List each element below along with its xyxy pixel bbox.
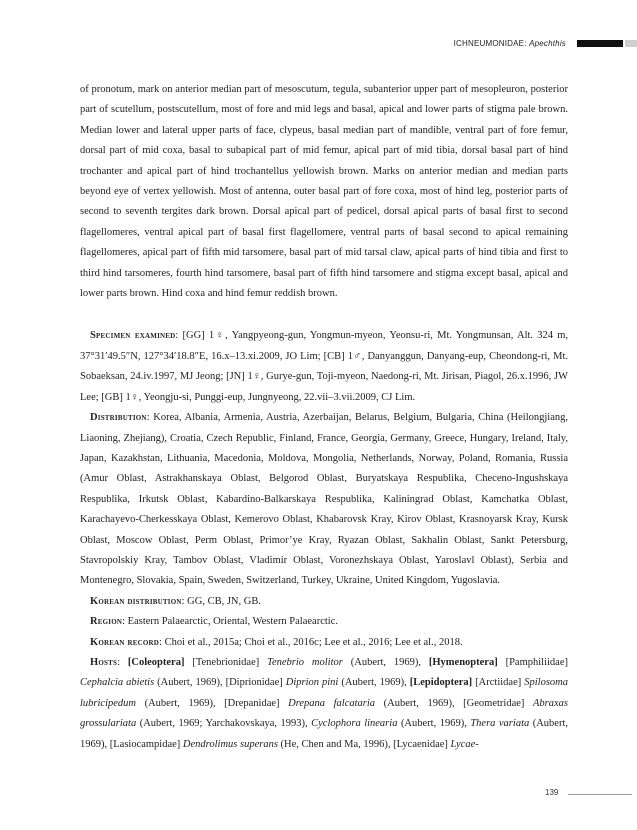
host-text-run: (Aubert, 1969), [397, 718, 471, 730]
host-text-run: [Pamphiliidae] [497, 656, 568, 668]
korean-record-text: Choi et al., 2015a; Choi et al., 2016c; Lee et al., 2016; Lee et al., 2018. [164, 636, 463, 648]
region-text: Eastern Palaearctic, Oriental, Western Palaearctic. [127, 616, 338, 628]
distribution-text: Korea, Albania, Armenia, Austria, Azerbaijan, Belarus, Belgium, Bulgaria, China (Heilongjiang, Liaoning, Zhejiang), Croatia, Czech Republic, Finland, France, Georgia, Germany, Greece, Hungary, Ireland, Italy, Japan, Kazakhstan, Lithuania, Macedonia, Moldova, Mongolia, Netherlands, Norway, Poland, Romania, Russia (Amur Oblast, Astrakhanskaya Oblast, Belgorod Oblast, Buryatskaya Respublika, Checeno-Ingushskaya Respublika, Irkutsk Oblast, Kabardino-Balkarskaya Respublika, Kaliningrad Oblast, Kamchatka Oblast, Karachayevo-Cherkesskaya Oblast, Kemerovo Oblast, Khabarovsk Kray, Kirov Oblast, Krasnoyarsk Kray, Kursk Oblast, Moscow Oblast, Perm Oblast, Primor’ye Kray, Ryazan Oblast, Sakhalin Oblast, Sankt Petersburg, Stavropolskiy Kray, Tambov Oblast, Vladimir Oblast, Voronezhskaya Oblast, Yaroslavl Oblast), Serbia and Montenegro, Slovakia, Spain, Sweden, Switzerland, Turkey, Ukraine, United Kingdom, Yugoslavia. [80, 412, 568, 587]
host-species-name: Diprion pini [285, 677, 339, 689]
korean-distribution-text: GG, CB, JN, GB. [187, 595, 261, 607]
host-order-name: [Lepidoptera] [409, 677, 473, 689]
host-species-name: Abraxas grossulariata [80, 697, 568, 730]
region-label: Region [90, 616, 123, 628]
region-paragraph: Region: Eastern Palaearctic, Oriental, Western Palaearctic. [90, 616, 338, 628]
specimen-text: [GG] 1♀, Yangpyeong-gun, Yongmun-myeon, Yeonsu-ri, Mt. Yongmunsan, Alt. 324 m, 37°31′49.5″N, 127°34′18.8″E, 16.x–13.xi.2009, JO Lim; [CB] 1♂, Danyanggun, Danyang-eup, Cheondong-ri, Mt. Sobaeksan, 24.iv.1997, MJ Jeong; [JN] 1♀, Gurye-gun, Toji-myeon, Naedong-ri, Mt. Jirisan, Piagol, 26.x.1996, JW Lee; [GB] 1♀, Yeongju-si, Punggi-eup, Jungnyeong, 22.vii–3.vii.2009, CJ Lim. [80, 330, 568, 403]
specimen-paragraph: Specimen examined: [GG] 1♀, Yangpyeong-gun, Yongmun-myeon, Yeonsu-ri, Mt. Yongmunsan, Alt. 324 m, 37°31′49.5″N, 127°34′18.8″E, 16.x–13.xi.2009, JO Lim; [CB] 1♂, Danyanggun, Danyang-eup, Cheondong-ri, Mt. Sobaeksan, 24.iv.1997, MJ Jeong; [JN] 1♀, Gurye-gun, Toji-myeon, Naedong-ri, Mt. Jirisan, Piagol, 26.x.1996, JW Lee; [GB] 1♀, Yeongju-si, Punggi-eup, Jungnyeong, 22.vii–3.vii.2009, CJ Lim. [80, 330, 568, 403]
host-species-name: Thera variata [470, 718, 530, 730]
host-order-name: [Coleoptera] [127, 656, 185, 668]
page-number: 139 [545, 788, 559, 797]
host-text-run: (Aubert, 1969), [Drepanidae] [136, 697, 289, 709]
host-text-run: (Aubert, 1969), [338, 677, 410, 689]
host-text-run: (Aubert, 1969), [Lasiocampidae] [80, 718, 569, 750]
host-text-run: (Aubert, 1969; Yarchakovskaya, 1993), [136, 718, 312, 730]
body-text [80, 80, 568, 755]
host-species-name: Cyclophora linearia [311, 718, 398, 730]
running-header-text [454, 39, 566, 48]
host-species-name: Lycae- [450, 738, 479, 750]
host-species-name: Cephalcia abietis [80, 677, 155, 689]
specimen-label: Specimen examined [90, 330, 176, 342]
host-species-name: Dendrolimus superans [182, 738, 278, 750]
host-text-run [120, 657, 128, 668]
host-order-name: [Hymenoptera] [428, 656, 498, 668]
host-species-name: Drepana falcataria [288, 697, 376, 709]
host-text-run: (Aubert, 1969), [Geometridae] [375, 697, 533, 709]
korean-record-label: Korean record [90, 636, 160, 648]
description-paragraph: of pronotum, mark on anterior median part of mesoscutum, tegula, subanterior upper part of mesopleuron, posterior part of scutellum, postscutellum, most of fore and mid legs and basal, apical and lower parts of stigma pale brown. Median lower and lateral upper parts of face, clypeus, basal median part of mandible, ventral part of fore femur, dorsal part of mid coxa, basal to subapical part of mid femur, apical part of mid tibia, dorsal basal part of hind trochanter and apical part of hind trochantellus yellowish brown. Marks on anterior median and median parts beyond eye of vertex yellowish. Most of antenna, outer basal part of fore coxa, most of hind leg, posterior parts of second to seventh tergites dark brown. Dorsal apical part of pedicel, dorsal apical parts of basal first to second flagellomeres, ventral apical part of basal first flagellomere, ventral parts of basal second to apical remaining flagellomeres, apical part of fifth mid tarsomere, basal part of mid tarsal claw, apical parts of hind tibia and first to third hind tarsomeres, fourth hind tarsomere, basal part of fifth hind tarsomere and stigma except basal, apical and lower parts brown. Hind coxa and hind femur reddish brown. [80, 84, 568, 300]
page-footer [0, 788, 637, 800]
footer-rule [568, 794, 632, 795]
host-text-run: [Tenebrionidae] [184, 656, 268, 668]
distribution-label: Distribution [90, 412, 147, 424]
distribution-paragraph: Distribution: Korea, Albania, Armenia, Austria, Azerbaijan, Belarus, Belgium, Bulgaria, China (Heilongjiang, Liaoning, Zhejiang), Croatia, Czech Republic, Finland, France, Georgia, Germany, Greece, Hungary, Ireland, Italy, Japan, Kazakhstan, Lithuania, Macedonia, Moldova, Mongolia, Netherlands, Norway, Poland, Romania, Russia (Amur Oblast, Astrakhanskaya Oblast, Belgorod Oblast, Buryatskaya Respublika, Checeno-Ingushskaya Respublika, Irkutsk Oblast, Kabardino-Balkarskaya Respublika, Kaliningrad Oblast, Kamchatka Oblast, Karachayevo-Cherkesskaya Oblast, Kemerovo Oblast, Khabarovsk Kray, Kirov Oblast, Krasnoyarsk Kray, Kursk Oblast, Moscow Oblast, Perm Oblast, Primor’ye Kray, Ryazan Oblast, Sakhalin Oblast, Sankt Petersburg, Stavropolskiy Kray, Tambov Oblast, Vladimir Oblast, Voronezhskaya Oblast, Yaroslavl Oblast), Serbia and Montenegro, Slovakia, Spain, Sweden, Switzerland, Turkey, Ukraine, United Kingdom, Yugoslavia. [80, 412, 568, 587]
host-text-run: (He, Chen and Ma, 1996), [Lycaenidae] [277, 738, 451, 750]
header-black-bar [577, 40, 623, 47]
korean-record-paragraph: Korean record: Choi et al., 2015a; Choi et al., 2016c; Lee et al., 2016; Lee et al., 2018. [90, 636, 463, 648]
header-genus: Apechthis [529, 38, 566, 48]
header-gray-bar [625, 40, 637, 47]
host-text-run: (Aubert, 1969), [Diprionidae] [154, 677, 286, 689]
host-text-run: [Arctiidae] [472, 677, 525, 689]
hosts-text [80, 657, 568, 750]
hosts-label: Hosts [90, 656, 118, 668]
hosts-paragraph: Hosts: [Coleoptera] [Tenebrionidae] Tenebrio molitor (Aubert, 1969), [Hymenoptera] [Pamphiliidae] Cephalcia abietis (Aubert, 1969), [Diprionidae] Diprion pini (Aubert, 1969), [Lepidoptera] [Arctiidae] Spilosoma lubricipedum (Aubert, 1969), [Drepanidae] Drepana falcataria (Aubert, 1969), [Geometridae] Abraxas grossulariata (Aubert, 1969; Yarchakovskaya, 1993), Cyclophora linearia (Aubert, 1969), Thera variata (Aubert, 1969), [Lasiocampidae] Dendrolimus superans (He, Chen and Ma, 1996), [Lycaenidae] Lycae- [80, 656, 569, 750]
host-text-run: (Aubert, 1969), [342, 656, 429, 668]
korean-distribution-paragraph: Korean distribution: GG, CB, JN, GB. [90, 595, 261, 607]
header-family: ICHNEUMONIDAE: [453, 38, 527, 48]
host-species-name: Spilosoma lubricipedum [80, 677, 568, 709]
running-header [454, 37, 637, 49]
host-species-name: Tenebrio molitor [267, 656, 343, 668]
korean-distribution-label: Korean distribution [90, 595, 182, 607]
